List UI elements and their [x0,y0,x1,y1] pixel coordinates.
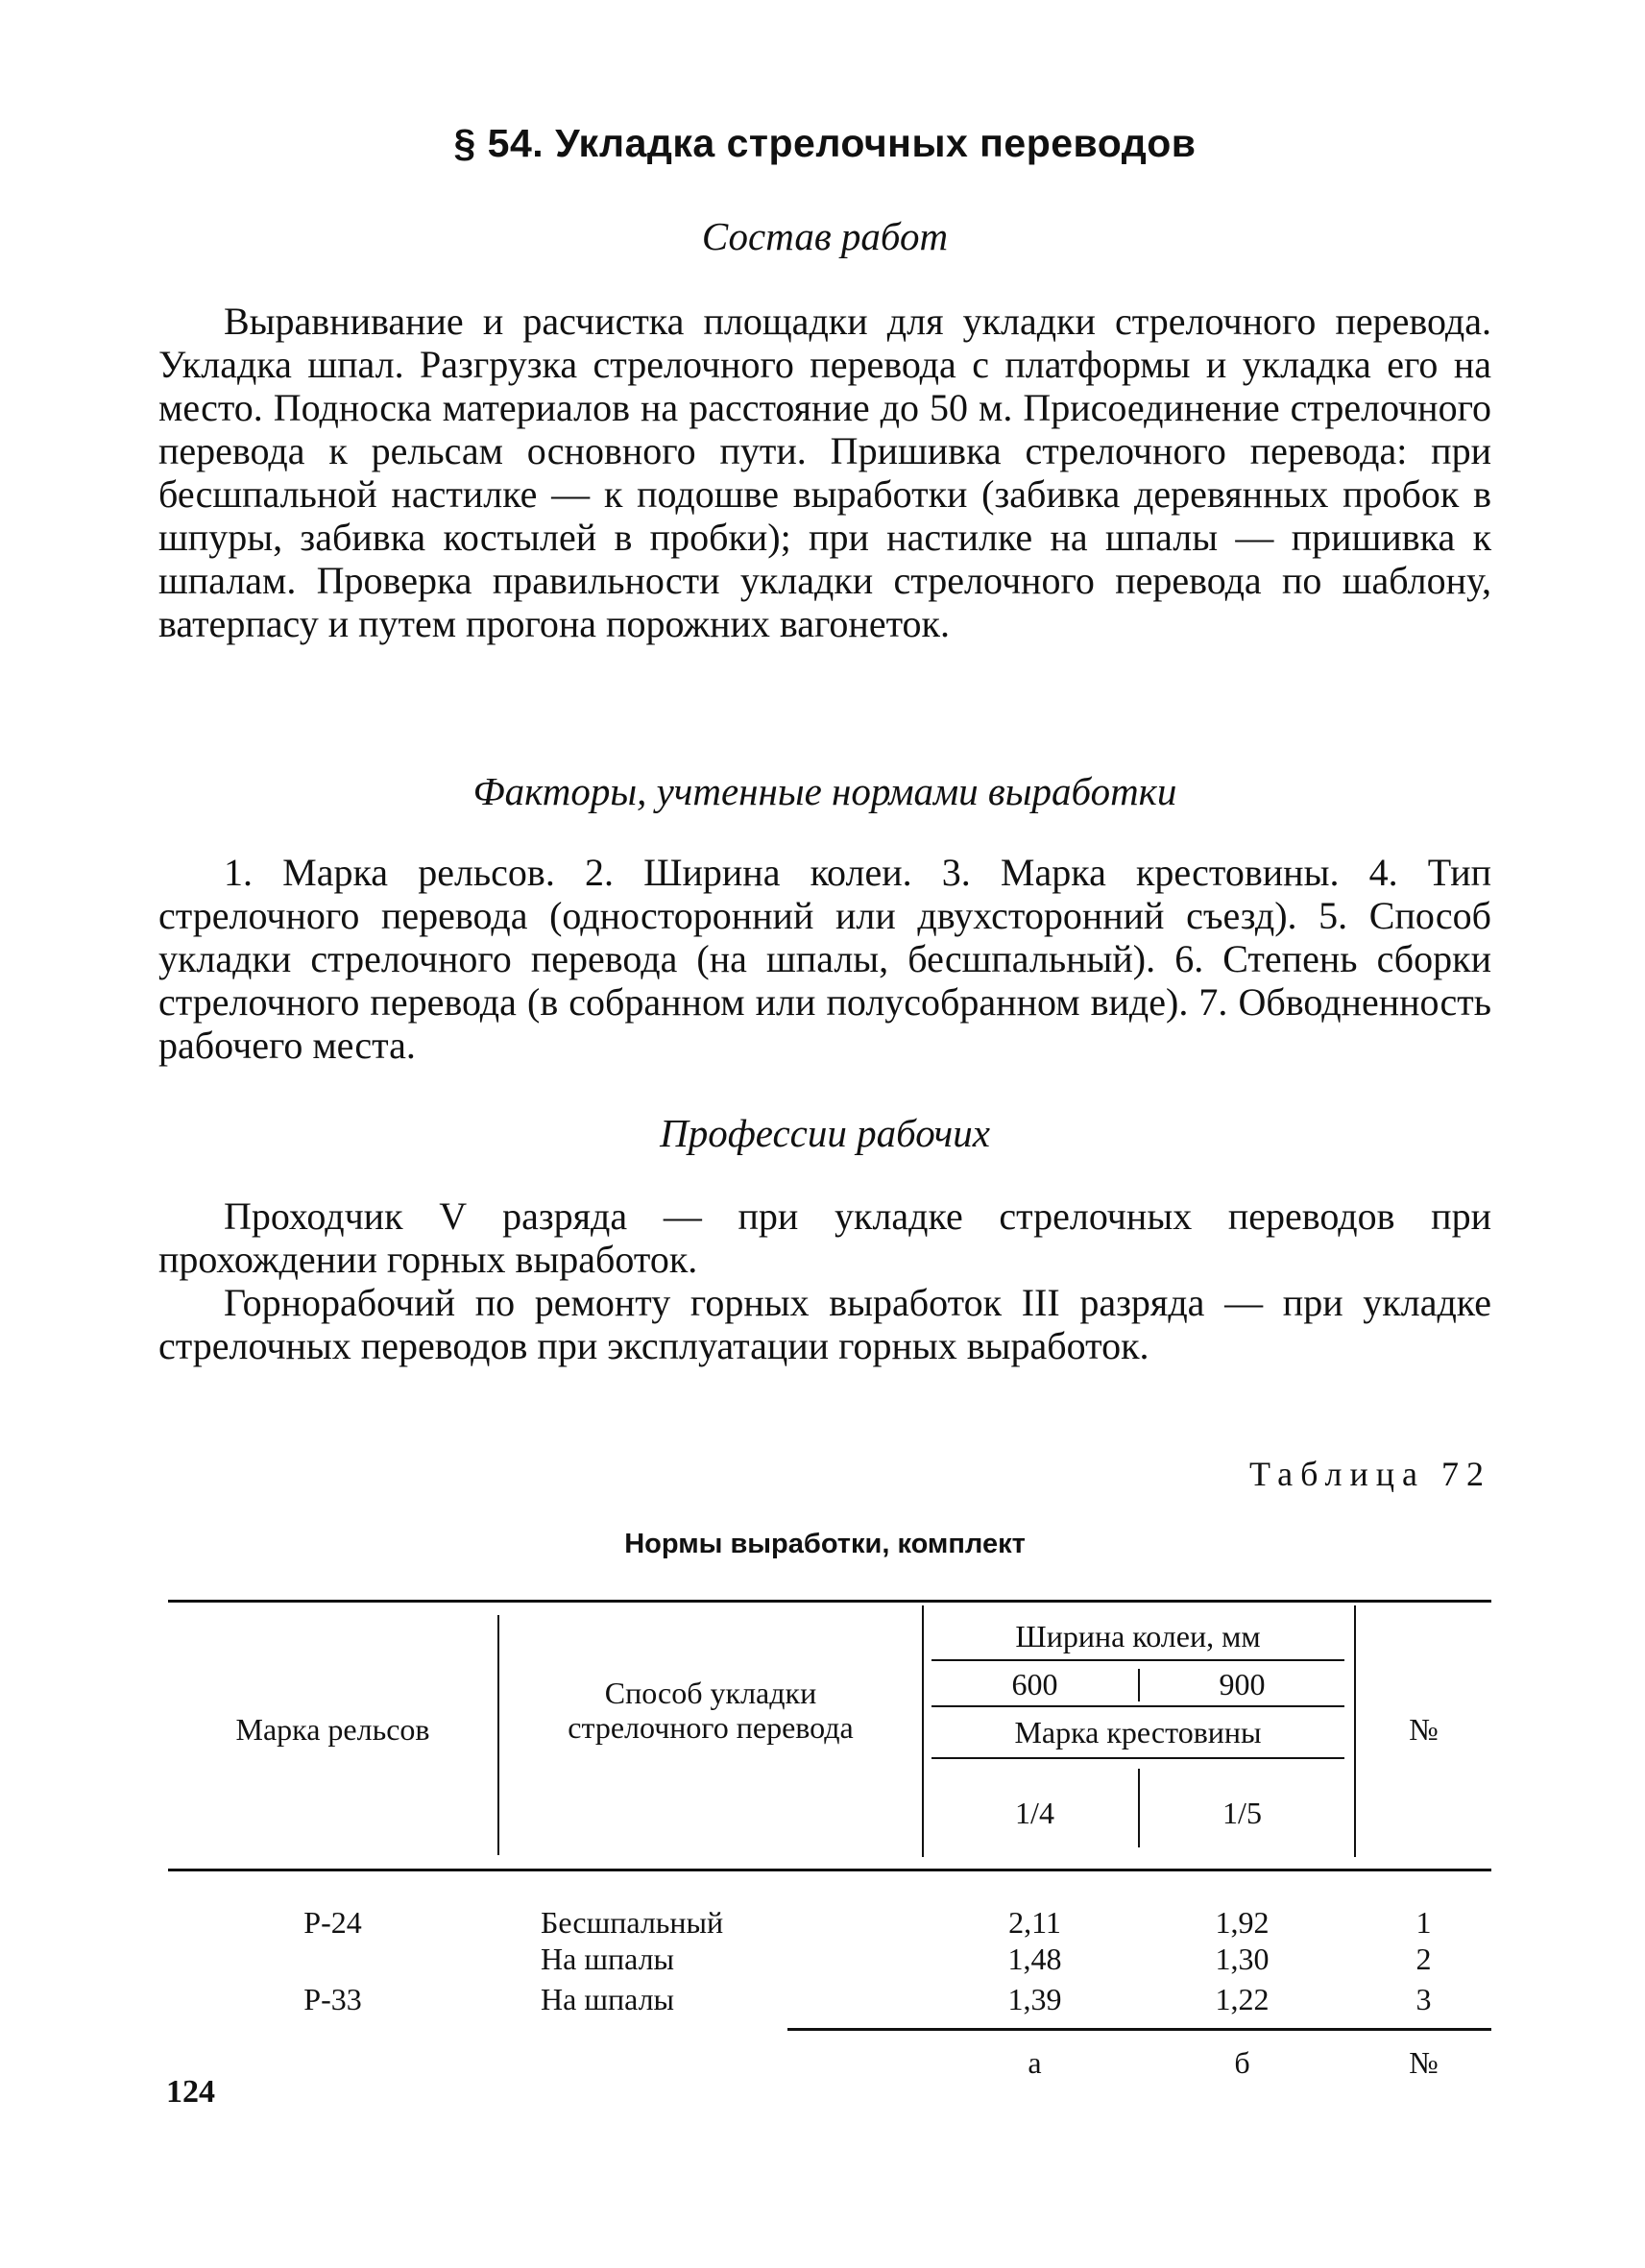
table-gauge-values-rule [931,1705,1344,1707]
page-number: 124 [166,2074,215,2110]
cell-value-b: 1,30 [1215,1942,1270,1976]
table-divider-rail [497,1615,499,1855]
section-title: § 54. Укладка стрелочных переводов [453,121,1197,165]
table-bottom-rule [787,2028,1491,2031]
table-title: Нормы выработки, комплект [624,1529,1026,1559]
footer-col-a: а [1028,2045,1042,2080]
professions-paragraph-2: Горнорабочий по ремонту горных выработок III разряда — при укладке стрелочных переводов при эксплуатации горных выработок. [158,1281,1491,1367]
composition-text: Выравнивание и расчистка площадки для укладки стрелочного перевода. Укладка шпал. Разгрузка стрелочного перевода с платформы и укладка его на место. Подноска материалов на расстояние до 50 м. Присоединение стрелочного перевода к рельсам основного пути. Пришивка стрелочного перевода: при бесшпальной настилке — к подошве выработки (забивка деревянных пробок в шпуры, забивка костылей в пробки); при настилке на шпалы — пришивка к шпалам. Проверка правильности укладки стрелочного перевода по шаблону, ватерпасу и путем прогона порожних вагонеток. [158,300,1491,645]
header-frog-1-4: 1/4 [1015,1796,1054,1830]
table-label: Таблица 72 [1249,1455,1491,1493]
factors-text: 1. Марка рельсов. 2. Ширина колеи. 3. Марка крестовины. 4. Тип стрелочного перевода (односторонний или двухсторонний съезд). 5. Способ укладки стрелочного перевода (на шпалы, бесшпальный). 6. Степень сборки стрелочного перевода (в собранном или полусобранном виде). 7. Обводненность рабочего места. [158,851,1491,1067]
cell-value-b: 1,92 [1215,1905,1270,1940]
factors-heading: Факторы, учтенные нормами выработки [472,769,1177,813]
cell-value-a: 1,48 [1007,1942,1062,1976]
header-gauge-600: 600 [1011,1667,1058,1701]
cell-value-a: 2,11 [1008,1905,1061,1940]
header-frog: Марка крестовины [1014,1715,1262,1749]
table-divider-method [922,1605,924,1857]
cell-value-b: 1,22 [1215,1982,1270,2016]
cell-number: 3 [1415,1982,1432,2016]
header-laying-method: Способ укладки стрелочного перевода [568,1676,854,1745]
header-number: № [1409,1712,1439,1747]
header-frog-1-5: 1/5 [1222,1796,1262,1830]
header-rail-brand: Марка рельсов [235,1712,430,1747]
table-gauge-rule [931,1659,1344,1661]
cell-number: 1 [1415,1905,1432,1940]
cell-value-a: 1,39 [1007,1982,1062,2016]
table-frog-rule [931,1757,1344,1759]
cell-method: На шпалы [541,1982,675,2016]
cell-number: 2 [1415,1942,1432,1976]
footer-col-num: № [1409,2045,1439,2080]
cell-rail: Р-33 [303,1982,362,2016]
table-header-rule [168,1869,1491,1871]
composition-heading: Состав работ [701,214,949,258]
header-gauge-900: 900 [1219,1667,1266,1701]
cell-rail: Р-24 [303,1905,362,1940]
header-gauge: Ширина колеи, мм [1015,1619,1261,1653]
document-page [158,0,1491,2268]
professions-heading: Профессии рабочих [660,1111,990,1155]
professions-paragraph-1: Проходчик V разряда — при укладке стрелочных переводов при прохождении горных выработок. [158,1194,1491,1281]
cell-method: На шпалы [541,1942,675,1976]
footer-col-b: б [1234,2045,1250,2080]
table-top-rule [168,1600,1491,1603]
cell-method: Бесшпальный [541,1905,724,1940]
